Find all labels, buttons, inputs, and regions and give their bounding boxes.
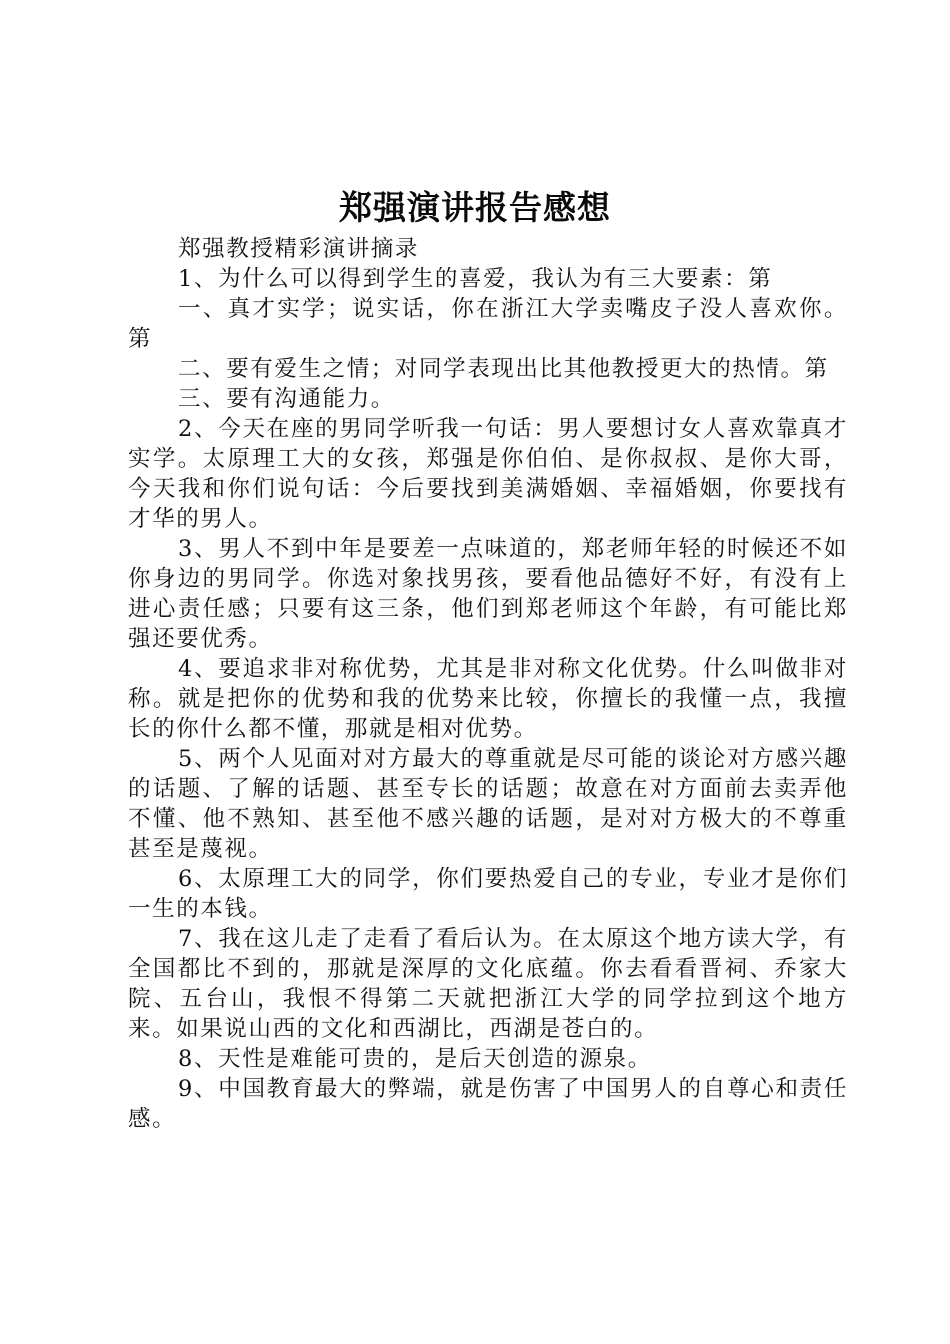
paragraph-1-third: 三、要有沟通能力。 xyxy=(178,386,395,412)
paragraph-1-first: 一、真才实学；说实话，你在浙江大学卖嘴皮子没人喜欢你。第 xyxy=(128,296,848,352)
paragraph-9: 9、中国教育最大的弊端，就是伤害了中国男人的自尊心和责任感。 xyxy=(128,1076,848,1132)
document-body xyxy=(128,234,848,1134)
paragraph-1: 1、为什么可以得到学生的喜爱，我认为有三大要素：第 xyxy=(178,266,773,292)
paragraph-subtitle: 郑强教授精彩演讲摘录 xyxy=(178,236,420,262)
paragraph-1-second: 二、要有爱生之情；对同学表现出比其他教授更大的热情。第 xyxy=(178,356,829,382)
document-title: 郑强演讲报告感想 xyxy=(339,188,611,227)
paragraph-7: 7、我在这儿走了走看了看后认为。在太原这个地方读大学，有全国都比不到的，那就是深厚的文化底蕴。你去看看晋祠、乔家大院、五台山，我恨不得第二天就把浙江大学的同学拉到这个地方来。如果说山西的文化和西湖比，西湖是苍白的。 xyxy=(128,926,848,1042)
paragraph-2: 2、今天在座的男同学听我一句话：男人要想讨女人喜欢靠真才实学。太原理工大的女孩，郑强是你伯伯、是你叔叔、是你大哥，今天我和你们说句话：今后要找到美满婚姻、幸福婚姻，你要找有才华的男人。 xyxy=(128,416,848,532)
paragraph-5: 5、两个人见面对对方最大的尊重就是尽可能的谈论对方感兴趣的话题、了解的话题、甚至专长的话题；故意在对方面前去卖弄他不懂、他不熟知、甚至他不感兴趣的话题，是对对方极大的不尊重甚至是蔑视。 xyxy=(128,746,848,862)
paragraph-4: 4、要追求非对称优势，尤其是非对称文化优势。什么叫做非对称。就是把你的优势和我的优势来比较，你擅长的我懂一点，我擅长的你什么都不懂，那就是相对优势。 xyxy=(128,656,848,742)
paragraph-3: 3、男人不到中年是要差一点味道的，郑老师年轻的时候还不如你身边的男同学。你选对象找男孩，要看他品德好不好，有没有上进心责任感；只要有这三条，他们到郑老师这个年龄，有可能比郑强还要优秀。 xyxy=(128,536,848,652)
paragraph-8: 8、天性是难能可贵的，是后天创造的源泉。 xyxy=(178,1046,652,1072)
paragraph-6: 6、太原理工大的同学，你们要热爱自己的专业，专业才是你们一生的本钱。 xyxy=(128,866,848,922)
